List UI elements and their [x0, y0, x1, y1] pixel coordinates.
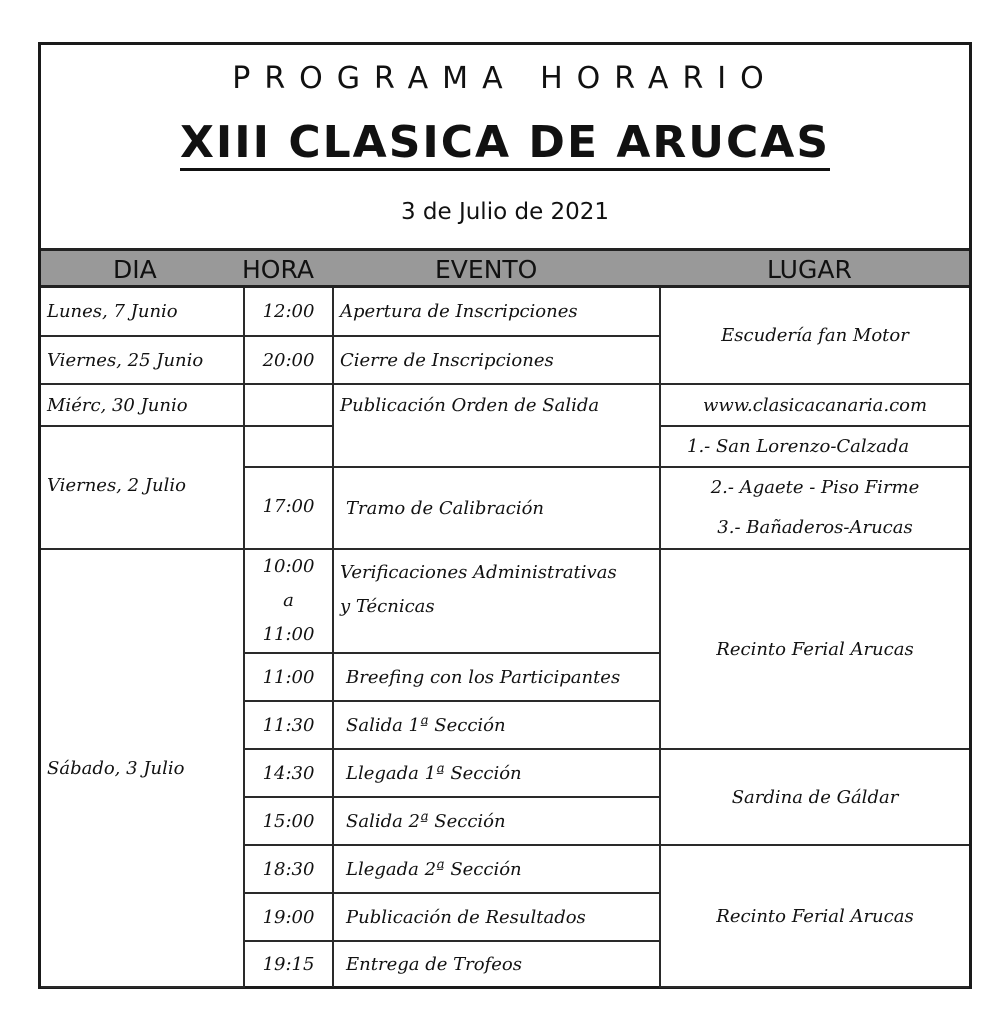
- hora-line: 11:00: [262, 624, 315, 645]
- event-title-text: XIII CLASICA DE ARUCAS: [180, 117, 830, 171]
- hora-cell: 17:00: [244, 467, 333, 549]
- hora-cell: 14:30: [244, 749, 333, 797]
- hora-cell: 19:15: [244, 941, 333, 987]
- table-row: [41, 288, 969, 336]
- evento-cell: Tramo de Calibración: [333, 467, 660, 549]
- evento-cell: Cierre de Inscripciones: [333, 336, 660, 384]
- evento-line: y Técnicas: [340, 596, 435, 617]
- hora-cell: 18:30: [244, 845, 333, 893]
- program-heading: PROGRAMA HORARIO: [232, 61, 778, 96]
- hora-cell: 12:00: [244, 288, 333, 336]
- lugar-cell: Sardina de Gáldar: [660, 749, 969, 845]
- schedule-table: [41, 288, 969, 988]
- col-header-dia: DIA: [113, 255, 157, 284]
- evento-cell: Entrega de Trofeos: [333, 941, 660, 987]
- hora-cell: 15:00: [244, 797, 333, 845]
- column-header-bar: [41, 248, 969, 288]
- event-title: [41, 117, 969, 168]
- lugar-line: 3.- Bañaderos-Arucas: [717, 517, 913, 538]
- col-header-evento: EVENTO: [435, 255, 538, 284]
- hora-cell: 11:00: [244, 653, 333, 701]
- hora-cell: [244, 549, 333, 653]
- hora-cell: [244, 426, 333, 467]
- evento-cell: Salida 2ª Sección: [333, 797, 660, 845]
- evento-line: Verificaciones Administrativas: [340, 562, 617, 583]
- evento-cell: Publicación de Resultados: [333, 893, 660, 941]
- evento-cell: Llegada 2ª Sección: [333, 845, 660, 893]
- evento-cell: Breefing con los Participantes: [333, 653, 660, 701]
- lugar-cell: Recinto Ferial Arucas: [660, 549, 969, 749]
- day-cell: Viernes, 25 Junio: [41, 336, 244, 384]
- evento-cell: Apertura de Inscripciones: [333, 288, 660, 336]
- hora-cell: 20:00: [244, 336, 333, 384]
- evento-cell: Publicación Orden de Salida: [333, 384, 660, 467]
- event-date: 3 de Julio de 2021: [400, 199, 610, 225]
- col-header-lugar: LUGAR: [767, 255, 852, 284]
- lugar-cell: www.clasicacanaria.com: [660, 384, 969, 426]
- table-row: [41, 384, 969, 426]
- hora-cell: 11:30: [244, 701, 333, 749]
- schedule-frame: [38, 42, 972, 989]
- evento-cell: Salida 1ª Sección: [333, 701, 660, 749]
- lugar-cell: 1.- San Lorenzo-Calzada: [660, 426, 969, 467]
- lugar-line: 2.- Agaete - Piso Firme: [710, 477, 920, 498]
- day-cell: Lunes, 7 Junio: [41, 288, 244, 336]
- evento-cell: [333, 549, 660, 653]
- lugar-cell: Escudería fan Motor: [660, 288, 969, 384]
- table-row: [41, 549, 969, 653]
- col-header-hora: HORA: [242, 255, 314, 284]
- day-cell: Viernes, 2 Julio: [41, 426, 244, 549]
- hora-line: 10:00: [262, 556, 315, 577]
- evento-cell: Llegada 1ª Sección: [333, 749, 660, 797]
- lugar-cell: [660, 467, 969, 549]
- day-cell: Miérc, 30 Junio: [41, 384, 244, 426]
- hora-line: a: [283, 590, 294, 611]
- lugar-cell: Recinto Ferial Arucas: [660, 845, 969, 987]
- day-cell: Sábado, 3 Julio: [41, 549, 244, 987]
- hora-cell: [244, 384, 333, 426]
- hora-cell: 19:00: [244, 893, 333, 941]
